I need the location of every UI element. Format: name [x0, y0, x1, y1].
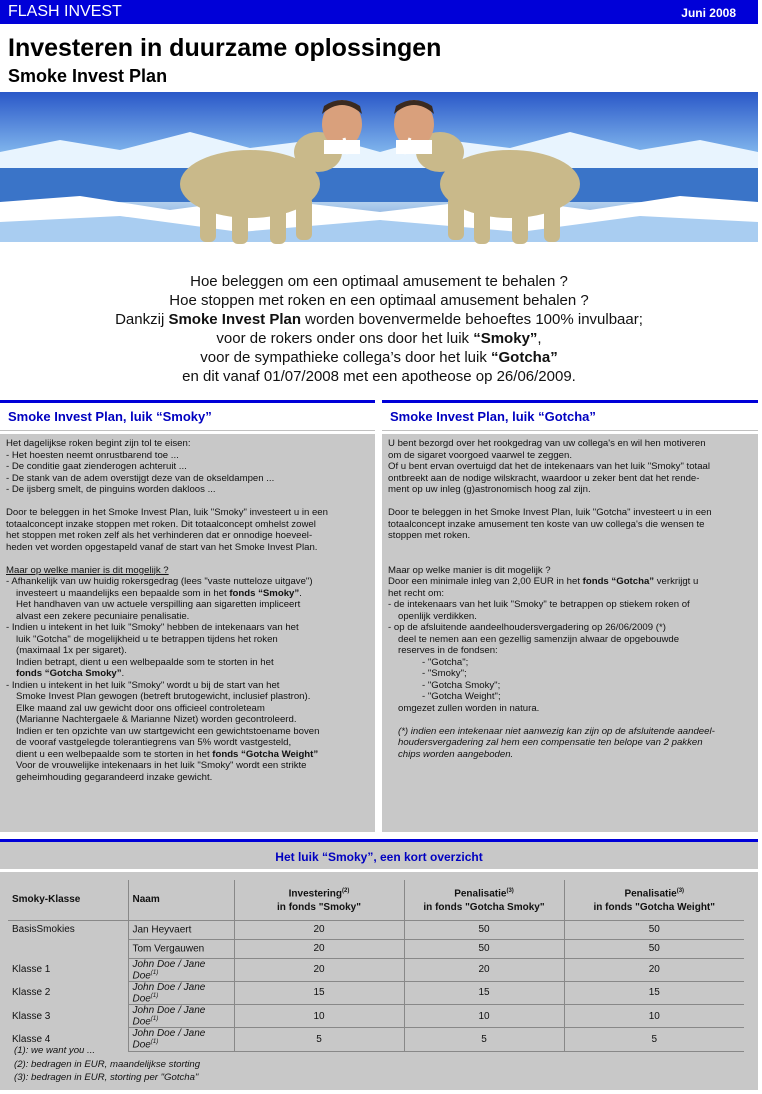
paragraph-line: het stoppen met roken zelf als het verhinderen dat er onnodige hoeveel- — [6, 530, 313, 541]
cell-klasse — [8, 939, 128, 958]
cell-naam: John Doe / Jane Doe$^{(1)}$ — [128, 1028, 234, 1051]
cell-naam: John Doe / Jane Doe$^{(1)}$ — [128, 958, 234, 981]
item-line: - Indien u intekent in het luik "Smoky" hebben de intekenaars van het — [6, 622, 299, 633]
fund-item: - "Gotcha Weight"; — [422, 691, 501, 702]
item-line: luik "Gotcha" de mogelijkheid u te betrappen tijdens het roken — [16, 633, 278, 645]
paragraph-line: totaalconcept inzake stoppen met roken. Dit totaalconcept omhelst zowel — [6, 518, 316, 530]
item-line: Indien er ten opzichte van uw startgewicht een gewichtstoename boven — [16, 725, 320, 737]
table-row — [8, 958, 744, 981]
note-line: (2): bedragen in EUR, maandelijkse storting — [14, 1058, 201, 1070]
paragraph-line: het recht om: — [388, 587, 444, 599]
table-header-row — [8, 880, 744, 920]
item-line: Het handhaven van uw actuele verspilling aan sigaretten impliceert — [16, 599, 301, 610]
intro-line: Hoe beleggen om een optimaal amusement te behalen ? — [190, 273, 568, 290]
fund-item: - "Gotcha"; — [422, 656, 469, 668]
intro-line: voor de rokers onder ons door het luik “Smoky”, — [216, 330, 542, 347]
table-notes — [14, 1044, 200, 1085]
bullet: - De conditie gaat zienderogen achteruit ... — [6, 461, 187, 472]
item-line: investeert u maandelijks een bepaalde som in het fonds “Smoky”. — [16, 587, 302, 599]
paragraph-line: ontbreekt aan de nodige wilskracht, waardoor u zeker bent dat het rende- — [388, 472, 700, 484]
footnote-line: houdersvergadering zal hem een compensatie ten belope van 2 pakken — [398, 737, 703, 748]
cell-investering: 10 — [234, 1005, 404, 1028]
intro-text — [0, 272, 758, 386]
item-line: alvast een zekere pecuniaire penalisatie. — [16, 610, 190, 622]
cell-penalisatie-weight: 10 — [564, 1005, 744, 1028]
newsletter-brand: FLASH INVEST — [8, 3, 122, 20]
hero-image — [0, 92, 758, 264]
footnote-line: chips worden aangeboden. — [398, 748, 514, 760]
item-line: (maximaal 1x per sigaret). — [16, 645, 127, 656]
cell-klasse: BasisSmokies — [8, 920, 128, 939]
item-line: dient u een welbepaalde som te storten in het fonds “Gotcha Weight” — [16, 748, 319, 760]
note-line: (3): bedragen in EUR, storting per "Gotcha" — [14, 1072, 199, 1083]
right-head — [394, 100, 434, 154]
cell-penalisatie-smoky: 5 — [404, 1028, 564, 1051]
cell-penalisatie-weight: 50 — [564, 939, 744, 958]
cell-klasse: Klasse 4 — [12, 1034, 51, 1046]
overview-heading-bar — [0, 839, 758, 869]
cell-penalisatie-smoky: 50 — [404, 939, 564, 958]
item-line: fonds “Gotcha Smoky”. — [16, 668, 125, 679]
intro-line: voor de sympathieke collega’s door het luik “Gotcha” — [200, 349, 558, 366]
paragraph-line: ment op uw inleg (g)astronomisch hoog zal zijn. — [388, 484, 591, 495]
cell-penalisatie-weight: 15 — [564, 981, 744, 1004]
page-title: Investeren in duurzame oplossingen — [8, 34, 442, 62]
bullet: - De ijsberg smelt, de pinguins worden dakloos ... — [6, 484, 216, 495]
question: Maar op welke manier is dit mogelijk ? — [6, 564, 169, 576]
header-bar — [0, 0, 758, 24]
item-line: - de intekenaars van het luik "Smoky" te betrappen op stiekem roken of — [388, 599, 690, 610]
column-header: Investering$^{(2)}$ in fonds "Smoky" — [234, 880, 404, 920]
cell-penalisatie-smoky: 10 — [404, 1005, 564, 1028]
paragraph-line: Door te beleggen in het Smoke Invest Plan, luik "Gotcha" investeert u in een — [388, 507, 712, 518]
cell-investering: 15 — [234, 981, 404, 1004]
overview-panel — [0, 872, 758, 1090]
cell-klasse: Klasse 2 — [12, 987, 51, 999]
paragraph-line: heden vet worden opgestapeld vanaf de start van het Smoke Invest Plan. — [6, 541, 318, 553]
fund-item: - "Smoky"; — [422, 668, 467, 679]
item-line: - op de afsluitende aandeelhoudersvergadering op 26/06/2009 (*) — [388, 622, 666, 633]
intro-line: Dankzij Smoke Invest Plan worden bovenvermelde behoeftes 100% invulbaar; — [115, 311, 643, 328]
cell-penalisatie-smoky: 20 — [404, 958, 564, 981]
overview-table — [8, 880, 744, 1052]
cell-naam: John Doe / Jane Doe$^{(1)}$ — [128, 1005, 234, 1028]
item-line: Indien betrapt, dient u een welbepaalde som te storten in het — [16, 656, 274, 668]
intro-line: en dit vanaf 01/07/2008 met een apotheose op 26/06/2009. — [182, 368, 576, 385]
item-line: Elke maand zal uw gewicht door ons officieel controleteam — [16, 702, 265, 714]
table-row — [8, 1005, 744, 1028]
table-row — [8, 939, 744, 958]
intro-line: Hoe stoppen met roken en een optimaal amusement behalen ? — [169, 292, 589, 309]
item-line: geheimhouding gegarandeerd inzake gewicht. — [16, 771, 213, 783]
gotcha-heading: Smoke Invest Plan, luik “Gotcha” — [390, 409, 596, 424]
cell-naam: Tom Vergauwen — [128, 939, 234, 958]
item-line: - Indien u intekent in het luik "Smoky" wordt u bij de start van het — [6, 679, 280, 691]
cell-investering: 5 — [234, 1028, 404, 1051]
question: Maar op welke manier is dit mogelijk ? — [388, 564, 551, 576]
cell-penalisatie-weight: 20 — [564, 958, 744, 981]
item-line: Smoke Invest Plan gewogen (betreft brutogewicht, inclusief plastron). — [16, 691, 311, 702]
cell-investering: 20 — [234, 958, 404, 981]
smoky-heading-bar — [0, 400, 375, 430]
smoky-panel — [0, 434, 375, 832]
paragraph-line: U bent bezorgd over het rookgedrag van uw collega's en wil hen motiveren — [388, 438, 706, 449]
left-head — [322, 100, 362, 154]
cell-naam: John Doe / Jane Doe$^{(1)}$ — [128, 981, 234, 1004]
smoky-heading: Smoke Invest Plan, luik “Smoky” — [8, 409, 212, 424]
paragraph-line: Door een minimale inleg van 2,00 EUR in het fonds “Gotcha” verkrijgt u — [388, 576, 699, 587]
divider — [382, 430, 758, 431]
item-line: openlijk verdikken. — [398, 610, 477, 622]
item-line: - Afhankelijk van uw huidig rokersgedrag (lees "vaste nutteloze uitgave") — [6, 576, 313, 587]
bullet: - De stank van de adem overstijgt deze van de okseldampen ... — [6, 472, 275, 484]
page-subtitle: Smoke Invest Plan — [8, 66, 168, 86]
bullet: - Het hoesten neemt onrustbarend toe ... — [6, 449, 179, 461]
fund-item: - "Gotcha Smoky"; — [422, 679, 501, 691]
paragraph-line: om de sigaret voorgoed vaarwel te zeggen. — [388, 449, 572, 461]
cell-penalisatie-weight: 50 — [564, 920, 744, 939]
cell-investering: 20 — [234, 939, 404, 958]
cell-klasse: Klasse 3 — [12, 1010, 51, 1022]
column-header: Penalisatie$^{(3)}$ in fonds "Gotcha Smoky" — [404, 880, 564, 920]
item-line: Voor de vrouwelijke intekenaars in het luik "Smoky" wordt een strikte — [16, 760, 307, 771]
paragraph-line: Of u bent ervan overtuigd dat het de intekenaars van het luik "Smoky" totaal — [388, 461, 710, 472]
gotcha-heading-bar — [382, 400, 758, 430]
item-line: reserves in de fondsen: — [398, 645, 498, 656]
column-header: Naam — [128, 880, 234, 920]
cell-naam: Jan Heyvaert — [128, 920, 234, 939]
paragraph-line: totaalconcept inzake amusement ten koste van uw collega's die wensen te — [388, 518, 705, 530]
item-line: de vooraf vastgelegde tolerantiegrens van 5% wordt vastgesteld, — [16, 737, 292, 748]
footnote-line: (*) indien een intekenaar niet aanwezig kan zijn op de afsluitende aandeel- — [398, 725, 715, 737]
item-line: (Marianne Nachtergaele & Marianne Nizet) worden gecontroleerd. — [16, 714, 297, 725]
divider — [0, 430, 375, 431]
table-row — [8, 981, 744, 1004]
cell-penalisatie-smoky: 50 — [404, 920, 564, 939]
overview-heading: Het luik “Smoky”, een kort overzicht — [275, 850, 483, 864]
polar-bears-illustration — [0, 92, 758, 264]
item-line: omgezet zullen worden in natura. — [398, 702, 540, 714]
gotcha-panel — [382, 434, 758, 832]
item-line: deel te nemen aan een gezellig samenzijn alwaar de opgebouwde — [398, 633, 680, 645]
column-header: Smoky-Klasse — [12, 893, 81, 905]
paragraph: Het dagelijkse roken begint zijn tol te eisen: — [6, 438, 191, 449]
cell-penalisatie-smoky: 15 — [404, 981, 564, 1004]
cell-investering: 20 — [234, 920, 404, 939]
cell-penalisatie-weight: 5 — [564, 1028, 744, 1051]
column-header: Penalisatie$^{(3)}$ in fonds "Gotcha Weight" — [564, 880, 744, 920]
table-row — [8, 920, 744, 939]
issue-date: Juni 2008 — [681, 6, 736, 20]
cell-klasse: Klasse 1 — [12, 964, 51, 976]
paragraph-line: stoppen met roken. — [388, 530, 471, 541]
paragraph-line: Door te beleggen in het Smoke Invest Plan, luik "Smoky" investeert u in een — [6, 507, 328, 518]
note-line: (1): we want you ... — [14, 1045, 96, 1056]
